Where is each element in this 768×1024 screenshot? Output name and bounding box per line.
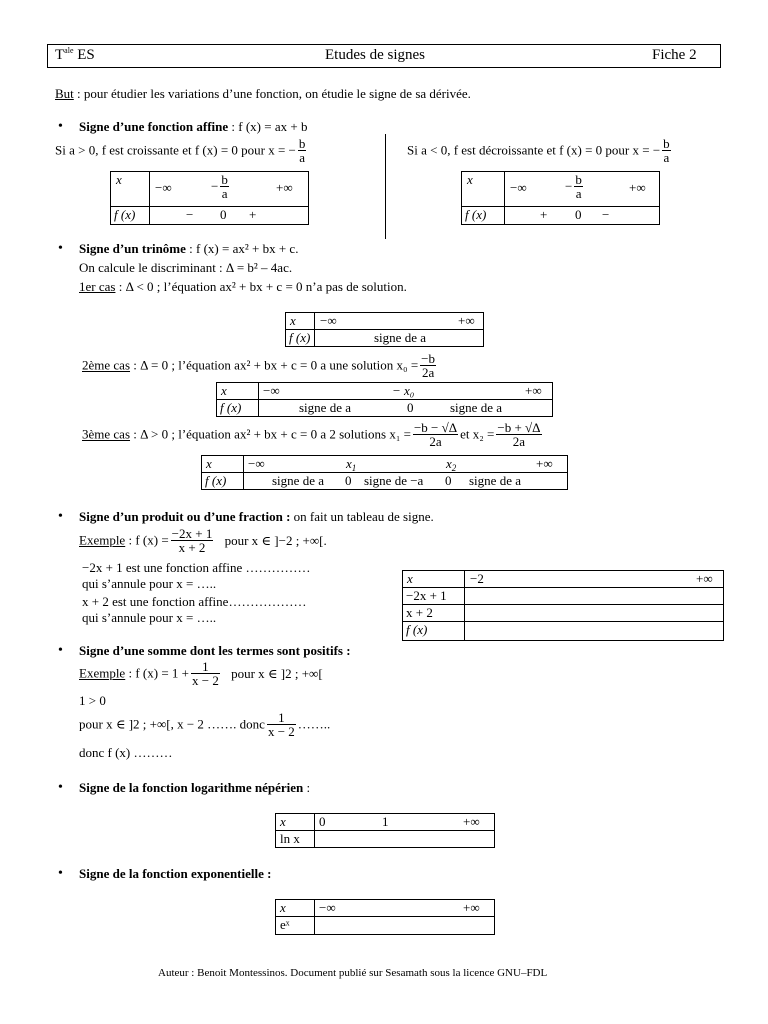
- cell-root: − $\frac{b}{a}$: [211, 172, 228, 201]
- bullet-affine: •: [58, 119, 63, 134]
- sum-line-2: pour x ∈ ]2 ; +∞[, x − 2 ……. donc $\frac{1}{x - 2}$ ……..: [79, 710, 331, 739]
- case1-table: [285, 312, 484, 347]
- sign-cell: 0: [345, 473, 352, 488]
- cell-minus-inf: −∞: [320, 313, 337, 328]
- cell-root: − x₀: [392, 383, 415, 398]
- cell-x: x: [206, 456, 212, 471]
- sign-cell: signe de a: [272, 473, 324, 488]
- cell-plus-inf: +∞: [463, 900, 480, 915]
- row-label: x + 2: [406, 605, 433, 620]
- header-sheet: Fiche 2: [652, 47, 697, 63]
- sum-line-3: donc f (x) ………: [79, 745, 173, 760]
- case2-table: [216, 382, 553, 417]
- affine-left-table: [110, 171, 309, 225]
- trinome-heading: Signe d’un trinôme : f (x) = ax² + bx + c.: [79, 241, 299, 256]
- product-line-3: x + 2 est une fonction affine………………: [82, 594, 307, 609]
- cell-plus-inf: +∞: [525, 383, 542, 398]
- sign-cell: 0: [445, 473, 452, 488]
- case3-table: [201, 455, 568, 490]
- bullet-product: •: [58, 509, 63, 524]
- cell-fx: f (x): [114, 207, 136, 222]
- goal-line: But : pour étudier les variations d’une fonction, on étudie le signe de sa dérivée.: [55, 86, 471, 101]
- sign-cell: signe de a: [469, 473, 521, 488]
- log-table: [275, 813, 495, 848]
- row-label: −2x + 1: [406, 588, 447, 603]
- bullet-exp: •: [58, 866, 63, 881]
- cell-x: x: [290, 313, 296, 328]
- cell-plus-inf: +∞: [458, 313, 475, 328]
- cell-x: x: [221, 383, 227, 398]
- sign-cell: −: [602, 207, 610, 222]
- cell-plus-inf: +∞: [536, 456, 553, 471]
- cell-root: − $\frac{b}{a}$: [565, 172, 582, 201]
- bullet-sum: •: [58, 643, 63, 658]
- cell-minus-inf: −∞: [155, 180, 172, 195]
- bullet-log: •: [58, 780, 63, 795]
- row-label: f (x): [406, 622, 428, 637]
- sum-heading: Signe d’une somme dont les termes sont positifs :: [79, 643, 351, 658]
- cell-minus-inf: −∞: [319, 900, 336, 915]
- cell-fx: f (x): [220, 400, 242, 415]
- affine-divider: [385, 134, 386, 239]
- row-label-ln: ln x: [280, 831, 300, 846]
- exp-heading: Signe de la fonction exponentielle :: [79, 866, 272, 881]
- log-heading: Signe de la fonction logarithme népérien :: [79, 780, 311, 795]
- footer: Auteur : Benoit Montessinos. Document publié sur Sesamath sous la licence GNU–FDL: [158, 967, 548, 979]
- cell-root-x2: $x_2$: [446, 456, 457, 473]
- affine-right-table: [461, 171, 660, 225]
- trinome-case3: 3ème cas : Δ > 0 ; l’équation ax² + bx + c = 0 a 2 solutions x₁ = $\frac{-b - √\Delta}{2a}$ et x₂ = $\frac{-b + √\Delta}{2a}$: [82, 420, 541, 449]
- cell-minus-inf: −∞: [263, 383, 280, 398]
- trinome-disc: On calcule le discriminant : Δ = b² – 4ac.: [79, 260, 293, 275]
- affine-heading: Signe d’une fonction affine : f (x) = ax + b: [79, 119, 308, 134]
- bullet-trinome: •: [58, 241, 63, 256]
- affine-left-text: Si a > 0, f est croissante et f (x) = 0 pour x = − $\frac{b}{a}$: [55, 136, 306, 165]
- cell-x: x: [116, 172, 122, 187]
- header-class: $T^{ale}$ ES: [55, 46, 95, 63]
- sum-line-1: 1 > 0: [79, 693, 106, 708]
- cell-minus-inf: −∞: [510, 180, 527, 195]
- cell-one: 1: [382, 814, 389, 829]
- cell-zero: 0: [319, 814, 326, 829]
- cell-fx: f (x): [465, 207, 487, 222]
- product-line-4: qui s’annule pour x = …..: [82, 610, 217, 625]
- product-table: [402, 570, 724, 641]
- affine-right-text: Si a < 0, f est décroissante et f (x) = 0 pour x = − $\frac{b}{a}$: [407, 136, 670, 165]
- sign-cell: signe de −a: [364, 473, 424, 488]
- exp-table: [275, 899, 495, 935]
- sign-cell: signe de a: [374, 330, 426, 345]
- cell-x: x: [280, 900, 286, 915]
- cell-root-x1: $x_1$: [346, 456, 357, 473]
- product-line-1: −2x + 1 est une fonction affine ……………: [82, 560, 311, 575]
- sign-cell: 0: [407, 400, 414, 415]
- product-line-2: qui s’annule pour x = …..: [82, 576, 217, 591]
- sign-cell: 0: [575, 207, 582, 222]
- sum-example: Exemple : f (x) = 1 + $\frac{1}{x - 2}$ pour x ∈ ]2 ; +∞[: [79, 659, 323, 688]
- cell-fx: f (x): [205, 473, 227, 488]
- sign-cell: +: [540, 207, 548, 222]
- cell-start: −2: [470, 571, 484, 586]
- cell-plus-inf: +∞: [696, 571, 713, 586]
- row-label: x: [407, 571, 413, 586]
- cell-plus-inf: +∞: [463, 814, 480, 829]
- cell-x: x: [467, 172, 473, 187]
- row-label-exp: eˣ: [280, 917, 290, 932]
- cell-minus-inf: −∞: [248, 456, 265, 471]
- sign-cell: signe de a: [450, 400, 502, 415]
- sign-cell: 0: [220, 207, 227, 222]
- product-heading: Signe d’un produit ou d’une fraction : on fait un tableau de signe.: [79, 509, 434, 524]
- cell-plus-inf: +∞: [276, 180, 293, 195]
- sign-cell: −: [186, 207, 194, 222]
- sign-cell: +: [249, 207, 257, 222]
- header-title: Etudes de signes: [325, 47, 425, 63]
- cell-plus-inf: +∞: [629, 180, 646, 195]
- trinome-case2: 2ème cas : Δ = 0 ; l’équation ax² + bx + c = 0 a une solution x₀ = $\frac{-b}{2a}$: [82, 351, 435, 380]
- product-example: Exemple : f (x) = $\frac{-2x + 1}{x + 2}$ pour x ∈ ]−2 ; +∞[.: [79, 526, 327, 555]
- cell-fx: f (x): [289, 330, 311, 345]
- trinome-case1: 1er cas : Δ < 0 ; l’équation ax² + bx + c = 0 n’a pas de solution.: [79, 279, 407, 294]
- sign-cell: signe de a: [299, 400, 351, 415]
- cell-x: x: [280, 814, 286, 829]
